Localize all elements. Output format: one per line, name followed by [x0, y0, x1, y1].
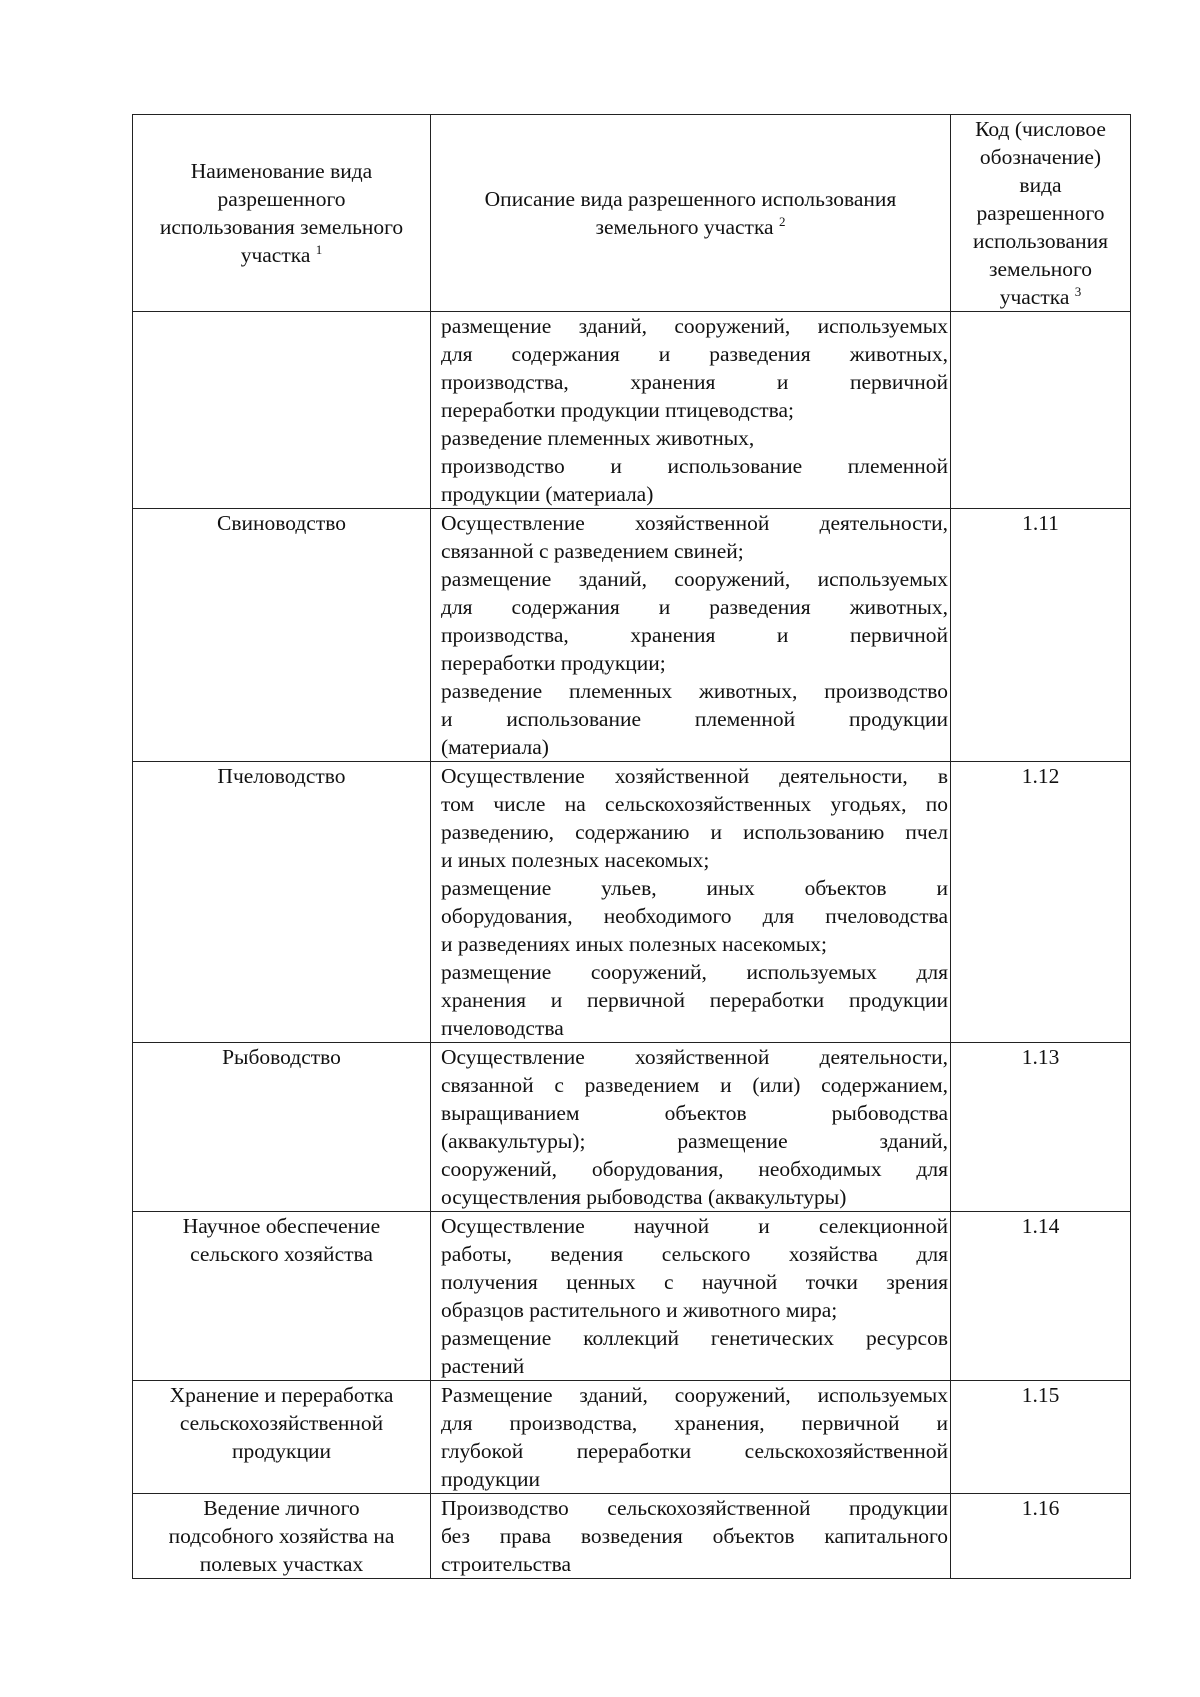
land-use-name [133, 1043, 431, 1212]
table-row [133, 509, 1131, 762]
description-line: Осуществление хозяйственной деятельности, в [441, 764, 948, 788]
land-use-code: 1.15 [951, 1381, 1131, 1494]
name-line: Пчеловодство [217, 764, 346, 788]
table-body [133, 312, 1131, 1579]
name-line: полевых участках [199, 1552, 364, 1576]
land-use-code [951, 312, 1131, 509]
description-line: продукции (материала) [441, 482, 654, 506]
description-line: строительства [441, 1552, 572, 1576]
description-line: производство и использование племенной [441, 454, 948, 478]
name-line: Свиноводство [216, 511, 347, 535]
description-line: осуществления рыбоводства (аквакультуры) [441, 1185, 847, 1209]
description-line: пчеловодства [441, 1016, 564, 1040]
name-line: подсобного хозяйства на [168, 1524, 395, 1548]
land-use-description [431, 509, 951, 762]
table-row [133, 312, 1131, 509]
land-use-description [431, 1043, 951, 1212]
description-line: переработки продукции; [441, 651, 666, 675]
description-line: продукции [441, 1467, 541, 1491]
land-use-description [431, 1381, 951, 1494]
table-row [133, 1494, 1131, 1579]
land-use-code: 1.13 [951, 1043, 1131, 1212]
table-row [133, 1212, 1131, 1381]
description-line: и иных полезных насекомых; [441, 848, 710, 872]
name-line: Хранение и переработка [169, 1383, 394, 1407]
table-row [133, 1381, 1131, 1494]
land-use-name [133, 1494, 431, 1579]
name-line: сельского хозяйства [190, 1242, 373, 1266]
table-header [133, 115, 1131, 312]
land-use-table [132, 114, 1131, 1579]
description-line: Осуществление хозяйственной деятельности, [441, 1045, 948, 1069]
footnote-ref-3: 3 [1074, 283, 1082, 299]
description-line: для содержания и разведения животных, [441, 595, 948, 619]
description-line: Размещение зданий, сооружений, используемых [441, 1383, 948, 1407]
land-use-description [431, 762, 951, 1043]
description-line: связанной с разведением свиней; [441, 539, 744, 563]
description-line: размещение сооружений, используемых для [441, 960, 948, 984]
description-line: выращиванием объектов рыбоводства [441, 1101, 948, 1125]
description-line: переработки продукции птицеводства; [441, 398, 795, 422]
land-use-description [431, 312, 951, 509]
name-line: Рыбоводство [222, 1045, 341, 1069]
name-line: сельскохозяйственной [179, 1411, 384, 1435]
land-use-name [133, 1381, 431, 1494]
description-line: глубокой переработки сельскохозяйственной [441, 1439, 948, 1463]
description-line: том числе на сельскохозяйственных угодьях, по [441, 792, 948, 816]
description-line: для производства, хранения, первичной и [441, 1411, 948, 1435]
description-line: разведению, содержанию и использованию пчел [441, 820, 948, 844]
description-line: оборудования, необходимого для пчеловодства [441, 904, 948, 928]
description-line: получения ценных с научной точки зрения [441, 1270, 948, 1294]
land-use-code: 1.11 [951, 509, 1131, 762]
description-line: размещение ульев, иных объектов и [441, 876, 948, 900]
description-line: и разведениях иных полезных насекомых; [441, 932, 827, 956]
description-line: и использование племенной продукции [441, 707, 948, 731]
description-line: связанной с разведением и (или) содержанием, [441, 1073, 948, 1097]
name-line: продукции [231, 1439, 332, 1463]
land-use-code: 1.16 [951, 1494, 1131, 1579]
description-line: сооружений, оборудования, необходимых для [441, 1157, 948, 1181]
header-name: Наименование вида разрешенного использования земельного участка $^1$ [133, 115, 431, 312]
name-line: Научное обеспечение [182, 1214, 381, 1238]
table-row [133, 1043, 1131, 1212]
table-row [133, 762, 1131, 1043]
description-line: размещение зданий, сооружений, используемых [441, 567, 948, 591]
land-use-code: 1.12 [951, 762, 1131, 1043]
description-line: производства, хранения и первичной [441, 370, 948, 394]
land-use-name [133, 762, 431, 1043]
land-use-code: 1.14 [951, 1212, 1131, 1381]
description-line: Производство сельскохозяйственной продукции [441, 1496, 948, 1520]
land-use-description [431, 1212, 951, 1381]
description-line: производства, хранения и первичной [441, 623, 948, 647]
description-line: разведение племенных животных, производство [441, 679, 948, 703]
description-line: для содержания и разведения животных, [441, 342, 948, 366]
description-line: разведение племенных животных, [441, 426, 755, 450]
header-description: Описание вида разрешенного использования земельного участка $^2$ [431, 115, 951, 312]
header-row [133, 115, 1131, 312]
description-line: хранения и первичной переработки продукции [441, 988, 948, 1012]
name-line: Ведение личного [203, 1496, 360, 1520]
land-use-description [431, 1494, 951, 1579]
description-line: растений [441, 1354, 525, 1378]
land-use-name [133, 509, 431, 762]
description-line: (материала) [441, 735, 549, 759]
description-line: Осуществление научной и селекционной [441, 1214, 948, 1238]
description-line: размещение коллекций генетических ресурсов [441, 1326, 948, 1350]
description-line: образцов растительного и животного мира; [441, 1298, 838, 1322]
description-line: без права возведения объектов капитального [441, 1524, 948, 1548]
description-line: (аквакультуры); размещение зданий, [441, 1129, 948, 1153]
description-line: работы, ведения сельского хозяйства для [441, 1242, 948, 1266]
description-line: размещение зданий, сооружений, используемых [441, 314, 948, 338]
land-use-name [133, 1212, 431, 1381]
land-use-name [133, 312, 431, 509]
footnote-ref-1: 1 [315, 241, 323, 257]
footnote-ref-2: 2 [778, 213, 786, 229]
description-line: Осуществление хозяйственной деятельности, [441, 511, 948, 535]
header-code: Код (числовое обозначение) вида разрешенного использования земельного участка $^3$ [951, 115, 1131, 312]
